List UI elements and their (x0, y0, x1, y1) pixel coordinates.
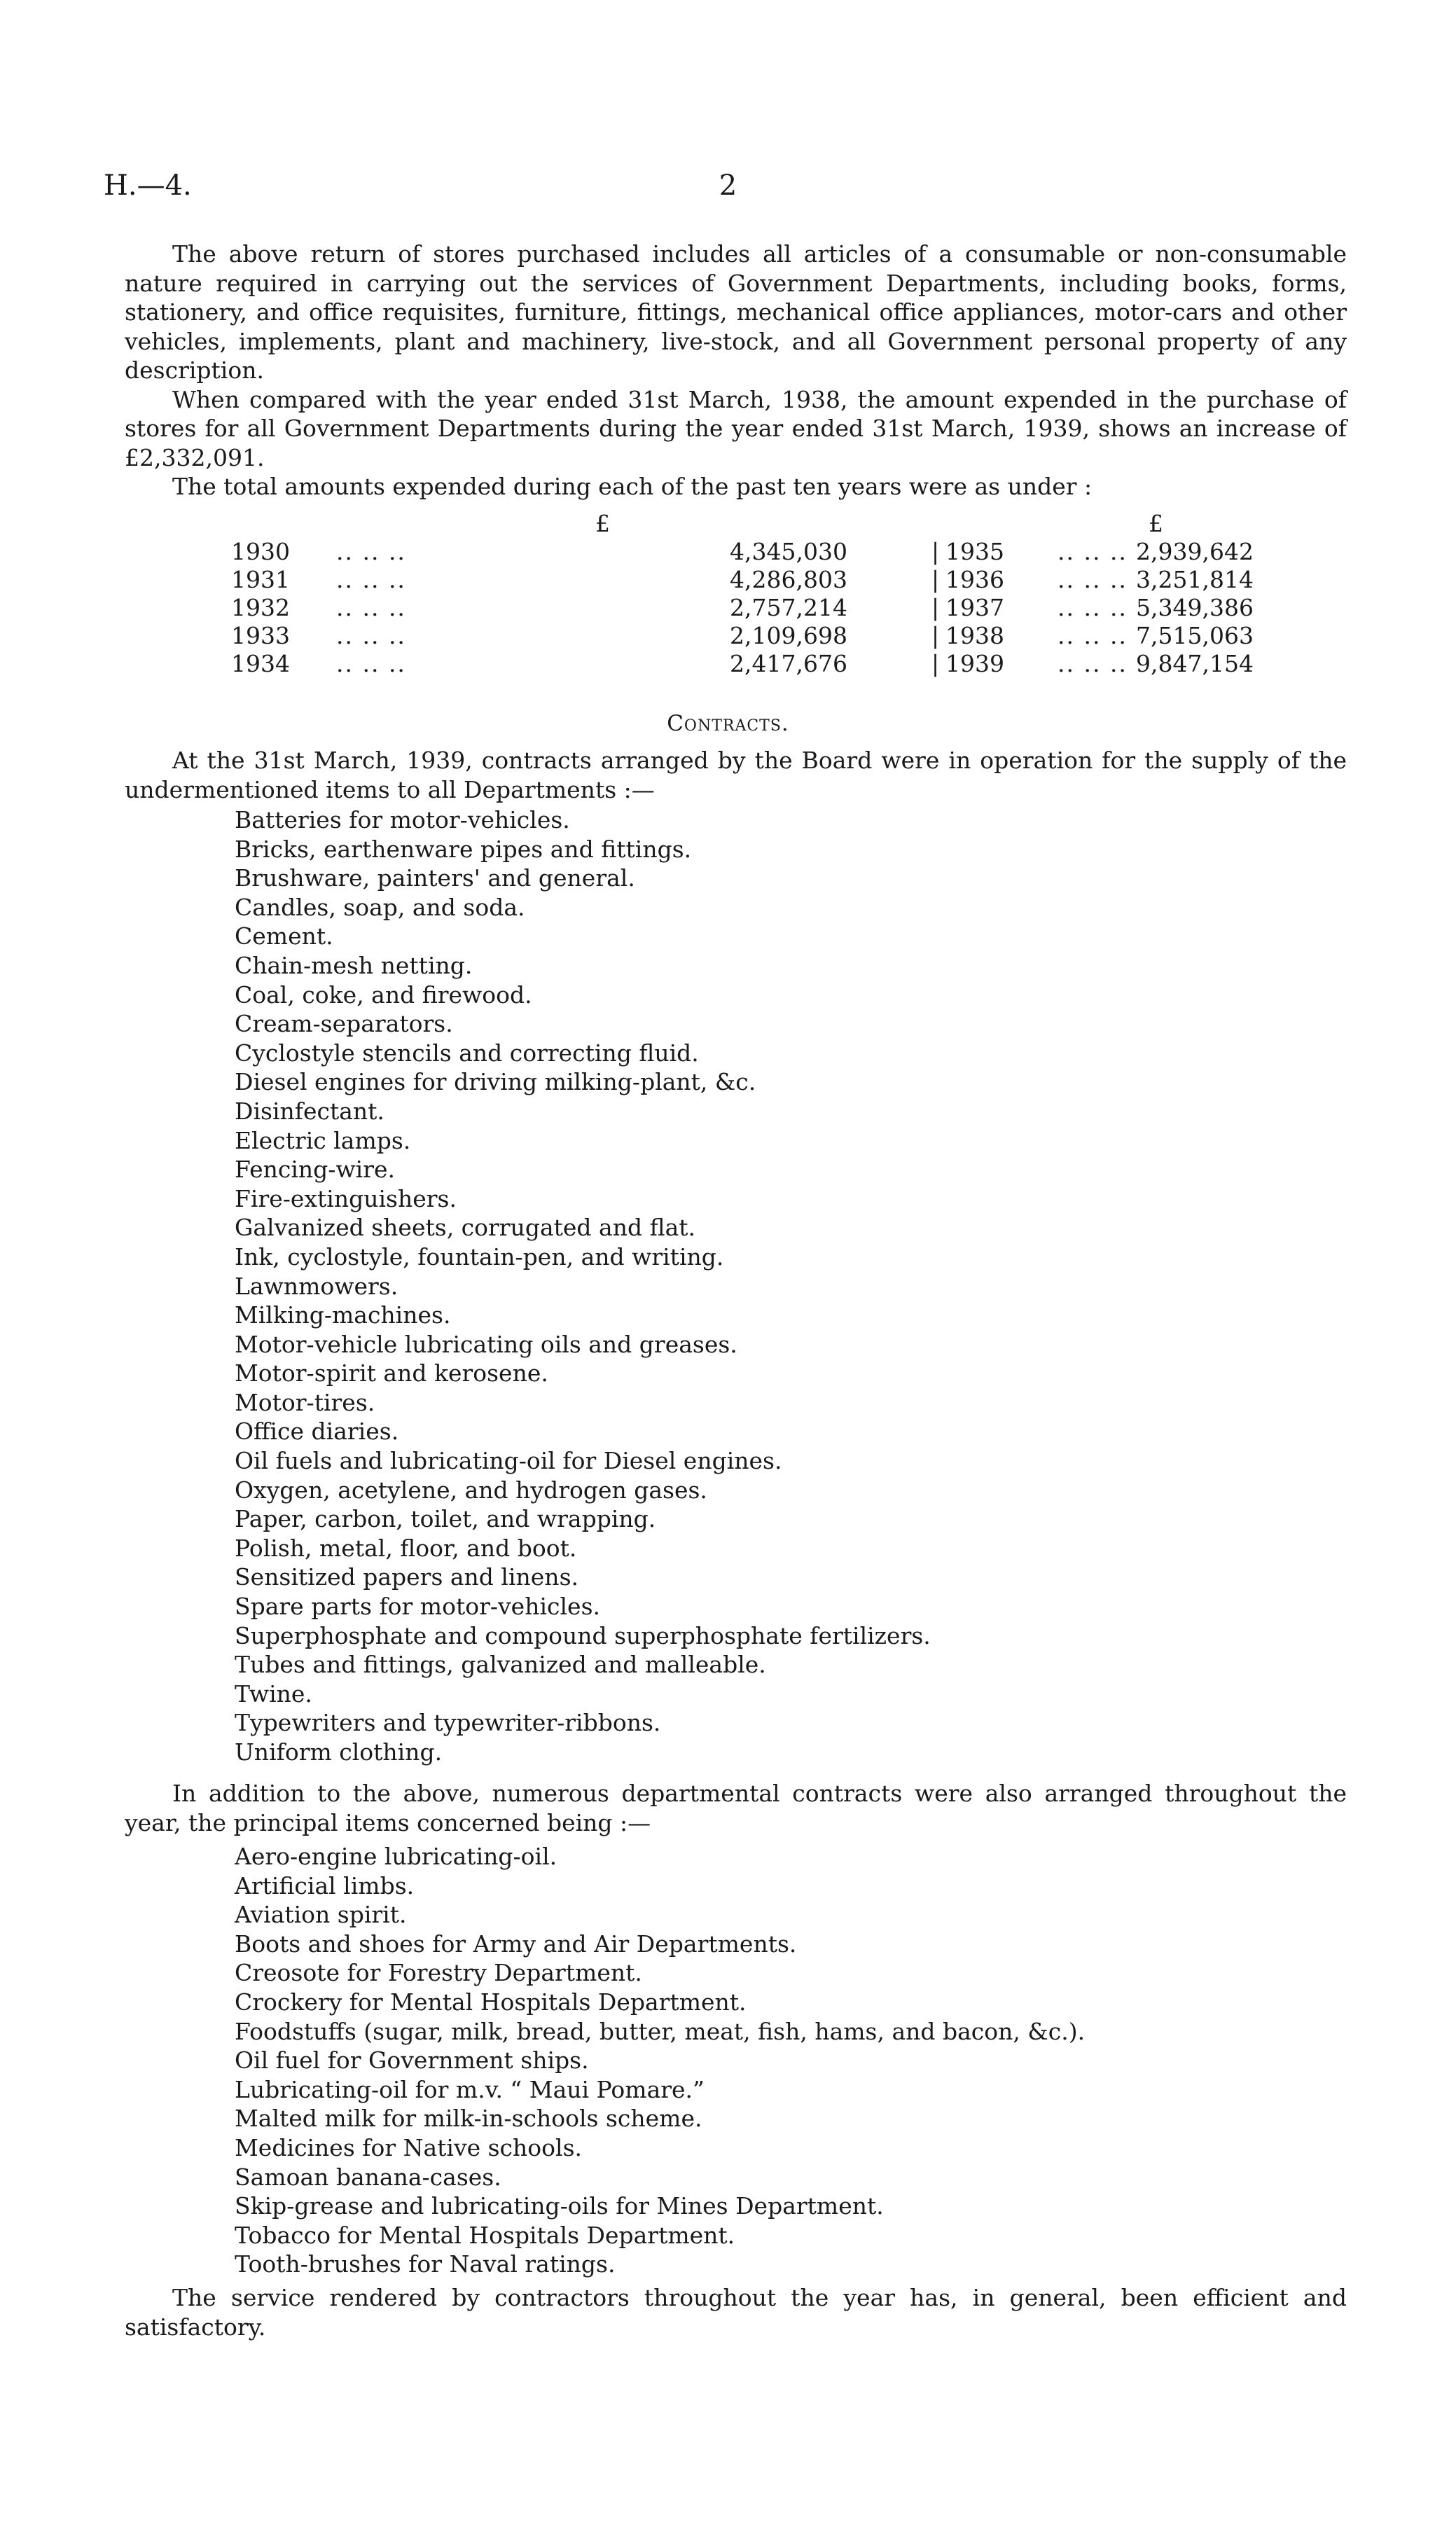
expenditure-table (231, 510, 1254, 678)
expenditure-row (231, 622, 1254, 650)
expenditure-row (231, 650, 1254, 678)
year-left: 1933 (231, 622, 290, 649)
column-divider: | (931, 538, 940, 565)
board-contract-item: Uniform clothing. (235, 1738, 443, 1766)
currency-symbol-right: £ (1149, 510, 1163, 537)
board-contract-item: Galvanized sheets, corrugated and flat. (235, 1214, 696, 1242)
paragraph-board-contracts: At the 31st March, 1939, contracts arranged by the Board were in operation for the supply of the undermentioned items to all Departments :— (125, 747, 1347, 803)
board-contract-item: Coal, coke, and firewood. (235, 981, 532, 1009)
board-contract-item: Oxygen, acetylene, and hydrogen gases. (235, 1476, 707, 1504)
leader-dots-left: .. .. .. (336, 594, 406, 621)
board-contract-item: Brushware, painters' and general. (235, 864, 635, 892)
intro-section (125, 240, 1347, 501)
departmental-contract-item: Malted milk for milk-in-schools scheme. (235, 2105, 702, 2133)
column-divider: | (931, 650, 940, 677)
year-right: 1937 (945, 594, 1004, 621)
board-contract-item: Lawnmowers. (235, 1272, 398, 1300)
closing-section (125, 2283, 1347, 2341)
amount-left: 4,286,803 (730, 566, 847, 593)
departmental-contract-item: Aviation spirit. (235, 1901, 407, 1929)
paragraph-ten-years: The total amounts expended during each of the past ten years were as under : (172, 473, 1093, 500)
departmental-contract-item: Lubricating-oil for m.v. “ Maui Pomare.” (235, 2075, 705, 2103)
departmental-contract-item: Tooth-brushes for Naval ratings. (235, 2250, 616, 2278)
leader-dots-left: .. .. .. (336, 622, 406, 649)
amount-right: 2,939,642 (1136, 538, 1254, 565)
expenditure-row (231, 538, 1254, 566)
board-contract-item: Cyclostyle stencils and correcting fluid. (235, 1039, 699, 1067)
departmental-contract-item: Tobacco for Mental Hospitals Department. (235, 2221, 735, 2249)
board-contract-item: Tubes and fittings, galvanized and malleable. (235, 1651, 766, 1679)
year-right: 1935 (945, 538, 1004, 565)
page-header (104, 169, 1352, 212)
board-contract-item: Ink, cyclostyle, fountain-pen, and writing. (235, 1242, 724, 1270)
leader-dots-left: .. .. .. (336, 650, 406, 677)
board-contract-item: Batteries for motor-vehicles. (235, 806, 570, 833)
board-contract-item: Fire-extinguishers. (235, 1184, 457, 1212)
departmental-contract-item: Artificial limbs. (235, 1871, 415, 1899)
board-contract-item: Chain-mesh netting. (235, 951, 473, 979)
board-contract-item: Bricks, earthenware pipes and fittings. (235, 835, 692, 863)
board-contract-item: Candles, soap, and soda. (235, 893, 525, 921)
year-right: 1938 (945, 622, 1004, 649)
year-left: 1930 (231, 538, 290, 565)
column-divider: | (931, 622, 940, 649)
paragraph-stores-scope: The above return of stores purchased includes all articles of a consumable or non-consumable nature required in carrying out the services of Government Departments, including books, forms, stationery, and office requisites, furniture, fittings, mechanical office appliances, motor-cars and other vehicles, implements, plant and machinery, live-stock, and all Government personal property of any description. (125, 240, 1347, 384)
departmental-contract-item: Foodstuffs (sugar, milk, bread, butter, meat, fish, hams, and bacon, &c.). (235, 2017, 1086, 2045)
amount-left: 2,109,698 (730, 622, 847, 649)
amount-left: 2,757,214 (730, 594, 847, 621)
leader-dots-right: .. .. .. (1058, 622, 1128, 649)
board-contract-item: Typewriters and typewriter-ribbons. (235, 1709, 661, 1737)
leader-dots-right: .. .. .. (1058, 566, 1128, 593)
year-right: 1936 (945, 566, 1004, 593)
board-contract-item: Cream-separators. (235, 1010, 453, 1038)
expenditure-row (231, 566, 1254, 594)
departmental-contract-item: Aero-engine lubricating-oil. (235, 1843, 557, 1870)
amount-right: 3,251,814 (1136, 566, 1254, 593)
departmental-contract-item: Creosote for Forestry Department. (235, 1959, 642, 1987)
departmental-intro (125, 1779, 1347, 1837)
board-contract-item: Motor-tires. (235, 1388, 375, 1416)
paragraph-increase: When compared with the year ended 31st March, 1938, the amount expended in the purchase of stores for all Government Departments during the year ended 31st March, 1939, shows an increase of £2,332,091. (125, 385, 1347, 471)
report-reference: H.—4. (104, 169, 192, 202)
board-contract-item: Fencing-wire. (235, 1156, 396, 1184)
board-contract-item: Office diaries. (235, 1418, 399, 1446)
contracts-intro (125, 746, 1347, 804)
board-contract-item: Spare parts for motor-vehicles. (235, 1593, 600, 1621)
departmental-contract-item: Boots and shoes for Army and Air Departments. (235, 1930, 797, 1958)
leader-dots-left: .. .. .. (336, 566, 406, 593)
leader-dots-right: .. .. .. (1058, 538, 1128, 565)
year-left: 1931 (231, 566, 290, 593)
board-contract-item: Twine. (235, 1680, 312, 1708)
amount-right: 9,847,154 (1136, 650, 1254, 677)
amount-left: 4,345,030 (730, 538, 847, 565)
contracts-heading: Contracts. (667, 711, 789, 736)
column-divider: | (931, 566, 940, 593)
year-left: 1932 (231, 594, 290, 621)
board-contract-list (235, 805, 931, 1767)
year-right: 1939 (945, 650, 1004, 677)
board-contract-item: Cement. (235, 922, 333, 950)
amount-right: 5,349,386 (1136, 594, 1254, 621)
currency-symbol-left: £ (595, 510, 610, 537)
board-contract-item: Motor-vehicle lubricating oils and greases. (235, 1330, 737, 1358)
departmental-contract-item: Crockery for Mental Hospitals Department. (235, 1988, 747, 2016)
expenditure-row (231, 594, 1254, 622)
board-contract-item: Motor-spirit and kerosene. (235, 1359, 548, 1387)
board-contract-item: Diesel engines for driving milking-plant, &c. (235, 1068, 756, 1096)
board-contract-item: Milking-machines. (235, 1301, 451, 1329)
year-left: 1934 (231, 650, 290, 677)
leader-dots-left: .. .. .. (336, 538, 406, 565)
page-number: 2 (719, 169, 737, 202)
board-contract-item: Polish, metal, floor, and boot. (235, 1534, 577, 1562)
amount-left: 2,417,676 (730, 650, 847, 677)
expenditure-rows (231, 538, 1254, 678)
column-divider: | (931, 594, 940, 621)
leader-dots-right: .. .. .. (1058, 650, 1128, 677)
paragraph-service-rendered: The service rendered by contractors throughout the year has, in general, been efficient and satisfactory. (125, 2284, 1347, 2341)
board-contract-item: Superphosphate and compound superphosphate fertilizers. (235, 1621, 931, 1649)
departmental-contract-item: Skip-grease and lubricating-oils for Mines Department. (235, 2192, 884, 2220)
departmental-contract-item: Samoan banana-cases. (235, 2163, 501, 2191)
board-contract-item: Paper, carbon, toilet, and wrapping. (235, 1505, 656, 1533)
board-contract-item: Oil fuels and lubricating-oil for Diesel engines. (235, 1447, 782, 1475)
currency-header-row (231, 510, 1247, 538)
departmental-contract-item: Medicines for Native schools. (235, 2133, 582, 2161)
amount-right: 7,515,063 (1136, 622, 1254, 649)
paragraph-departmental-contracts: In addition to the above, numerous departmental contracts were also arranged throughout the year, the principal items concerned being :— (125, 1780, 1347, 1836)
departmental-contract-list (235, 1842, 1085, 2279)
board-contract-item: Electric lamps. (235, 1126, 411, 1154)
board-contract-item: Sensitized papers and linens. (235, 1563, 578, 1591)
departmental-contract-item: Oil fuel for Government ships. (235, 2047, 589, 2075)
board-contract-item: Disinfectant. (235, 1097, 384, 1125)
leader-dots-right: .. .. .. (1058, 594, 1128, 621)
